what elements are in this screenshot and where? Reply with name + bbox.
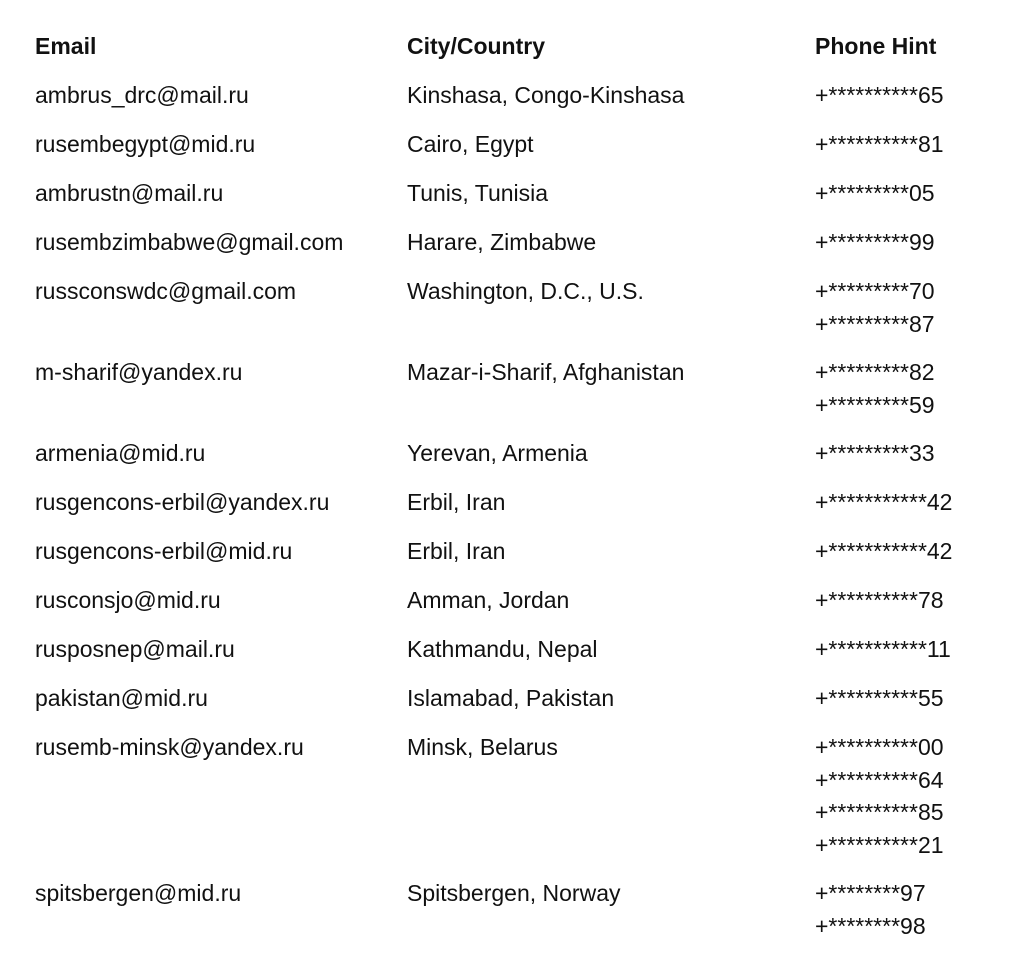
city-country-cell: Islamabad, Pakistan: [407, 685, 615, 711]
phone-hint-value: +********98: [815, 912, 926, 939]
table-row: [0, 356, 1030, 437]
table-row: [0, 535, 1030, 584]
phone-hint-value: +**********00: [815, 734, 944, 760]
phone-hint-value: +***********11: [815, 636, 951, 662]
email-cell: pakistan@mid.ru: [35, 685, 208, 711]
phone-hint-value: +***********42: [815, 489, 953, 515]
column-header-city-country: City/Country: [407, 33, 545, 59]
email-cell: ambrustn@mail.ru: [35, 180, 224, 206]
email-cell: rusemb-minsk@yandex.ru: [35, 734, 304, 760]
phone-hint-value: +**********85: [815, 799, 944, 825]
phone-hint-value: +*********70: [815, 278, 935, 304]
table-row: [0, 877, 1030, 958]
city-country-cell: Erbil, Iran: [407, 489, 506, 515]
phone-hint-value: +**********81: [815, 131, 944, 157]
city-country-cell: Kathmandu, Nepal: [407, 636, 598, 662]
phone-hint-cell: [815, 633, 1030, 666]
phone-hint-value: +*********87: [815, 310, 935, 337]
table-row: [0, 437, 1030, 486]
phone-hint-cell: [815, 877, 1030, 942]
table-row: [0, 275, 1030, 356]
phone-hint-cell: [815, 535, 1030, 568]
table-row: [0, 177, 1030, 226]
phone-hint-value: +*********99: [815, 229, 935, 255]
city-country-cell: Cairo, Egypt: [407, 131, 534, 157]
phone-hint-value: +*********82: [815, 359, 935, 385]
table-row: [0, 731, 1030, 877]
table-row: [0, 584, 1030, 633]
table-row: [0, 79, 1030, 128]
phone-hint-value: +********97: [815, 880, 926, 906]
email-cell: rusembegypt@mid.ru: [35, 131, 256, 157]
phone-hint-value: +**********55: [815, 685, 944, 711]
phone-hint-value: +**********64: [815, 766, 944, 793]
table-header-row: [0, 30, 1030, 79]
phone-hint-value: +**********21: [815, 831, 944, 858]
table-row: [0, 633, 1030, 682]
column-header-email: Email: [35, 33, 97, 59]
email-cell: spitsbergen@mid.ru: [35, 880, 242, 906]
city-country-cell: Spitsbergen, Norway: [407, 880, 621, 906]
phone-hint-cell: [815, 128, 1030, 161]
phone-hint-cell: [815, 731, 1030, 861]
phone-hint-value: +*********59: [815, 391, 935, 418]
phone-hint-cell: [815, 275, 1030, 340]
email-cell: rusgencons-erbil@mid.ru: [35, 538, 293, 564]
city-country-cell: Washington, D.C., U.S.: [407, 278, 644, 304]
phone-hint-value: +**********65: [815, 82, 944, 108]
city-country-cell: Minsk, Belarus: [407, 734, 558, 760]
email-cell: m-sharif@yandex.ru: [35, 359, 243, 385]
phone-hint-value: +***********42: [815, 538, 953, 564]
email-cell: ambrus_drc@mail.ru: [35, 82, 249, 108]
phone-hint-cell: [815, 356, 1030, 421]
email-cell: russconswdc@gmail.com: [35, 278, 297, 304]
city-country-cell: Kinshasa, Congo-Kinshasa: [407, 82, 685, 108]
phone-hint-cell: [815, 177, 1030, 210]
table-row: [0, 226, 1030, 275]
phone-hint-value: +*********33: [815, 440, 935, 466]
table-row: [0, 682, 1030, 731]
column-header-phone-hint: Phone Hint: [815, 33, 937, 59]
table-row: [0, 486, 1030, 535]
email-cell: rusconsjo@mid.ru: [35, 587, 221, 613]
phone-hint-cell: [815, 584, 1030, 617]
city-country-cell: Yerevan, Armenia: [407, 440, 588, 466]
city-country-cell: Tunis, Tunisia: [407, 180, 549, 206]
phone-hint-value: +*********05: [815, 180, 935, 206]
email-cell: armenia@mid.ru: [35, 440, 206, 466]
phone-hint-cell: [815, 682, 1030, 715]
city-country-cell: Amman, Jordan: [407, 587, 570, 613]
table-body: [0, 79, 1030, 958]
phone-hint-cell: [815, 79, 1030, 112]
city-country-cell: Mazar-i-Sharif, Afghanistan: [407, 359, 685, 385]
email-cell: rusgencons-erbil@yandex.ru: [35, 489, 330, 515]
email-cell: rusposnep@mail.ru: [35, 636, 235, 662]
city-country-cell: Harare, Zimbabwe: [407, 229, 597, 255]
phone-hint-cell: [815, 486, 1030, 519]
email-cell: rusembzimbabwe@gmail.com: [35, 229, 344, 255]
city-country-cell: Erbil, Iran: [407, 538, 506, 564]
phone-hint-cell: [815, 226, 1030, 259]
phone-hint-value: +**********78: [815, 587, 944, 613]
phone-hint-cell: [815, 437, 1030, 470]
table-row: [0, 128, 1030, 177]
